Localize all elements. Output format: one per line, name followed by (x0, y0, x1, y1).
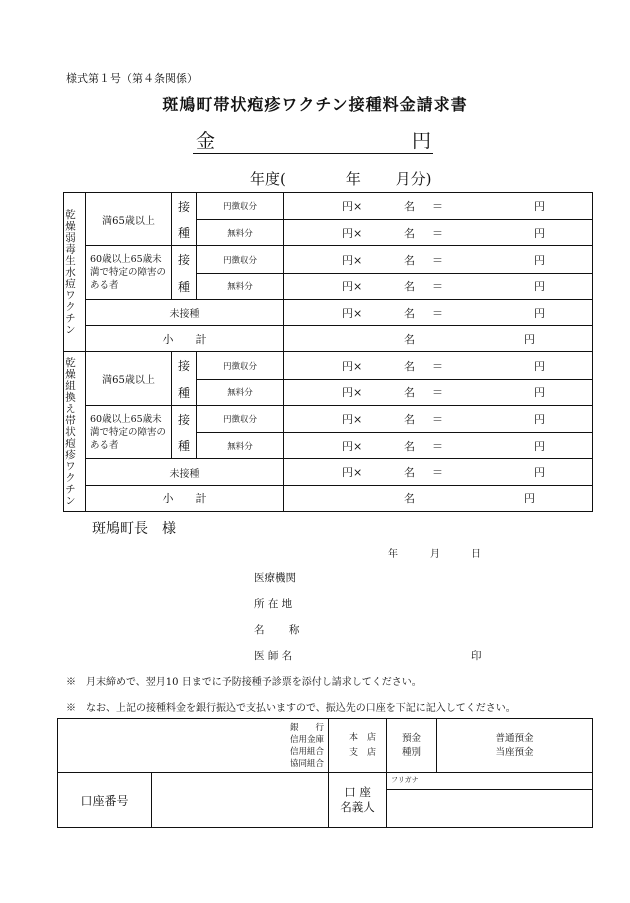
calc-row: 円× 名 ＝ 円 (284, 379, 593, 405)
deposit-type-cell (437, 719, 593, 773)
calc-row: 円× 名 ＝ 円 (284, 193, 593, 220)
subtotal-row: 名 円 (284, 485, 593, 511)
address-label: 所 在 地 (254, 598, 293, 610)
calc-row: 円× 名 ＝ 円 (284, 246, 593, 273)
deposit-type: 普通預金 (495, 732, 534, 744)
account-number-label: 口座番号 (58, 773, 152, 828)
furigana-label: フリガナ (387, 773, 593, 790)
branch-option: 支 店 (349, 747, 377, 758)
note-bank-transfer: ※ なお、上記の接種料金を銀行振込で支払いますので、振込先の口座を下記に記入してください。 (66, 703, 516, 714)
kind-label: 接 (172, 405, 197, 432)
amount-suffix: 円 (412, 130, 432, 152)
calc-row: 円× 名 ＝ 円 (284, 220, 593, 246)
deposit-type: 当座預金 (495, 746, 534, 758)
subtotal-label: 小 計 (86, 326, 284, 352)
amount-underline (193, 131, 433, 154)
deposit-kind-label: 預金 種別 (387, 719, 437, 773)
kind-label: 接 (172, 246, 197, 273)
calc-row: 円× 名 ＝ 円 (284, 273, 593, 299)
calc-row: 円× 名 ＝ 円 (284, 433, 593, 459)
fee-type: 円徴収分 (197, 193, 284, 220)
kind-label: 接 (172, 352, 197, 379)
fee-type: 無料分 (197, 273, 284, 299)
addressee: 斑鳩町長 様 (92, 521, 176, 537)
age-group-label: 満65歳以上 (86, 352, 172, 405)
doctor-label: 医 師 名 (254, 650, 293, 662)
bank-account-table (57, 718, 593, 828)
age-group-label: 満65歳以上 (86, 193, 172, 246)
fee-type: 無料分 (197, 433, 284, 459)
fee-type: 円徴収分 (197, 246, 284, 273)
amount-prefix: 金 (196, 130, 216, 152)
bank-type-cell (58, 719, 329, 773)
page-title: 斑鳩町帯状疱疹ワクチン接種料金請求書 (162, 95, 468, 114)
calc-row: 円× 名 ＝ 円 (284, 299, 593, 325)
fee-type: 無料分 (197, 379, 284, 405)
account-holder-field[interactable] (387, 790, 593, 828)
form-number: 様式第１号（第４条関係） (66, 72, 198, 85)
period-label: 年度( 年 月分) (250, 170, 432, 188)
bank-type: 協同組合 (290, 758, 325, 769)
account-number-field[interactable] (152, 773, 329, 828)
date-year: 年 (388, 549, 398, 560)
kind-label: 種 (172, 220, 197, 246)
billing-table (63, 192, 593, 512)
branch-option: 本 店 (349, 732, 377, 743)
unvaccinated-label: 未接種 (86, 299, 284, 325)
kind-label: 種 (172, 433, 197, 459)
date-day: 日 (471, 549, 481, 560)
age-group-label: 60歳以上65歳未満で特定の障害のある者 (86, 405, 172, 458)
kind-label: 接 (172, 193, 197, 220)
subtotal-row: 名 円 (284, 326, 593, 352)
vaccine-name: 乾燥弱毒生水痘ワクチン (64, 193, 86, 352)
age-group-label: 60歳以上65歳未満で特定の障害のある者 (86, 246, 172, 299)
calc-row: 円× 名 ＝ 円 (284, 352, 593, 379)
fee-type: 円徴収分 (197, 352, 284, 379)
subtotal-label: 小 計 (86, 485, 284, 511)
date-month: 月 (430, 549, 440, 560)
fee-type: 円徴収分 (197, 405, 284, 432)
bank-type: 信用金庫 (290, 734, 325, 745)
account-holder-label: 口 座 名義人 (329, 773, 387, 828)
kind-label: 種 (172, 379, 197, 405)
calc-row: 円× 名 ＝ 円 (284, 405, 593, 432)
name-label: 名 称 (254, 624, 300, 636)
vaccine-name: 乾燥組換え帯状疱疹ワクチン (64, 352, 86, 512)
branch-cell (329, 719, 387, 773)
unvaccinated-label: 未接種 (86, 459, 284, 485)
fee-type: 無料分 (197, 220, 284, 246)
seal-mark: 印 (471, 650, 482, 662)
bank-type: 銀 行 (290, 722, 325, 733)
kind-label: 種 (172, 273, 197, 299)
institution-label: 医療機関 (254, 572, 296, 584)
calc-row: 円× 名 ＝ 円 (284, 459, 593, 485)
bank-type: 信用組合 (290, 746, 325, 757)
note-deadline: ※ 月末締めで、翌月10 日までに予防接種予診票を添付し請求してください。 (66, 677, 422, 688)
